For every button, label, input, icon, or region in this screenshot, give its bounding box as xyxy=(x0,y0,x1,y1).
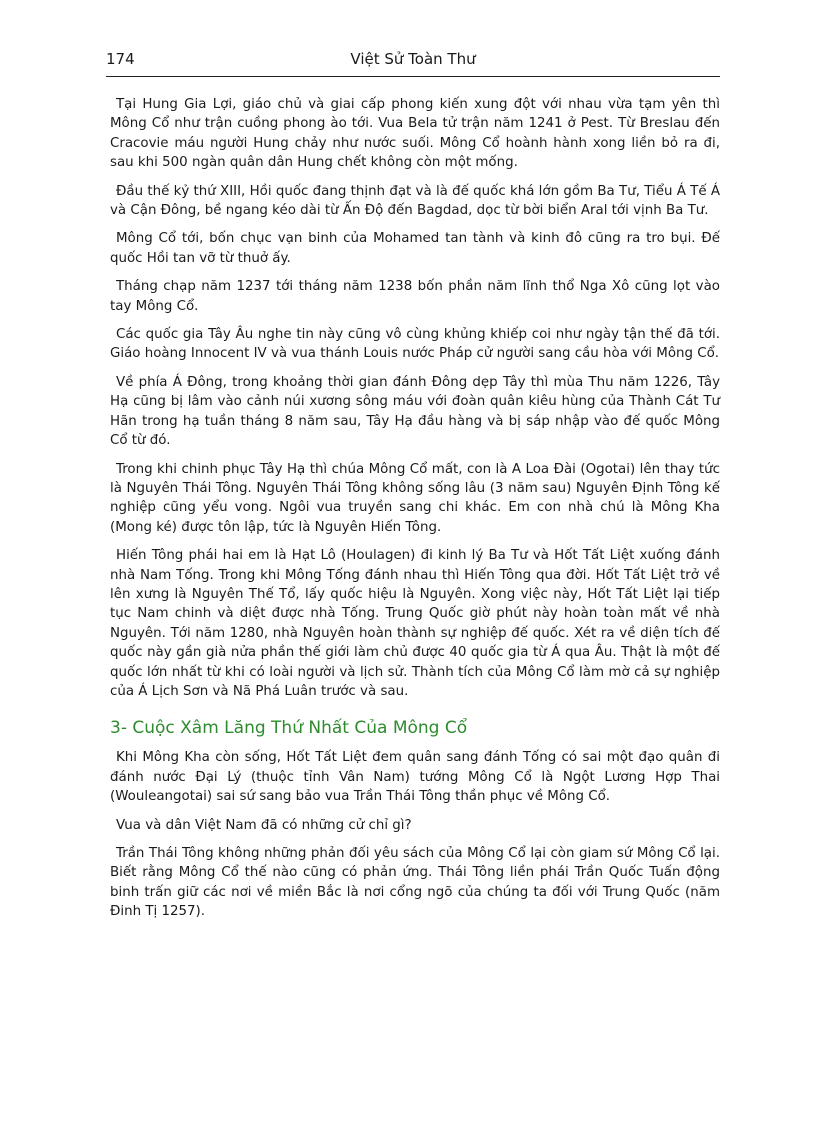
paragraph: Trong khi chinh phục Tây Hạ thì chúa Mông Cổ mất, con là A Loa Đài (Ogotai) lên thay tức là Nguyên Thái Tông. Nguyên Thái Tông không sống lâu (3 năm sau) Nguyên Định Tông kế nghiệp cũng yểu vong. Ngôi vua truyền sang chi khác. Em con nhà chú là Mông Kha (Mong ké) được tôn lập, tức là Nguyên Hiến Tông. xyxy=(110,461,720,535)
paragraph: Khi Mông Kha còn sống, Hốt Tất Liệt đem quân sang đánh Tống có sai một đạo quân đi đánh nước Đại Lý (thuộc tỉnh Vân Nam) tướng Mông Cổ là Ngột Lương Hợp Thai (Wouleangotai) sai sứ sang bảo vua Trần Thái Tông thần phục về Mông Cổ. xyxy=(110,750,720,805)
page-number: 174 xyxy=(106,50,135,68)
paragraph: Tại Hung Gia Lợi, giáo chủ và giai cấp phong kiến xung đột với nhau vừa tạm yên thì Mông Cổ như trận cuồng phong ào tới. Vua Bela tử trận năm 1241 ở Pest. Từ Breslau đến Cracovie máu người Hung chảy như nước suối. Mông Cổ hoành hành xong liền bỏ ra đi, sau khi 500 ngàn quân dân Hung chết không còn một mống. xyxy=(110,97,720,171)
paragraph: Các quốc gia Tây Âu nghe tin này cũng vô cùng khủng khiếp coi như ngày tận thế đã tới. Giáo hoàng Innocent IV và vua thánh Louis nước Pháp cử người sang cầu hòa với Mông Cổ. xyxy=(110,327,720,362)
paragraph: Về phía Á Đông, trong khoảng thời gian đánh Đông dẹp Tây thì mùa Thu năm 1226, Tây Hạ cũng bị lâm vào cảnh núi xương sông máu với đoàn quân kiêu hùng của Thành Cát Tư Hãn trong hạ tuần tháng 8 năm sau, Tây Hạ đầu hàng và bị sáp nhập vào đế quốc Mông Cổ từ đó. xyxy=(110,374,720,449)
running-title: Việt Sử Toàn Thư xyxy=(350,50,476,68)
paragraph: Trần Thái Tông không những phản đối yêu sách của Mông Cổ lại còn giam sứ Mông Cổ lại. Biết rằng Mông Cổ thế nào cũng có phản ứng. Thái Tông liền phái Trần Quốc Tuấn động binh trấn giữ các nơi về miền Bắc là nơi cổng ngõ của chúng ta đối với Trung Quốc (năm Đinh Tị 1257). xyxy=(110,846,720,920)
paragraph: Mông Cổ tới, bốn chục vạn binh của Mohamed tan tành và kinh đô cũng ra tro bụi. Đế quốc Hồi tan vỡ từ thuở ấy. xyxy=(110,231,720,266)
paragraph: Hiến Tông phái hai em là Hạt Lô (Houlagen) đi kinh lý Ba Tư và Hốt Tất Liệt xuống đánh nhà Nam Tống. Trong khi Mông Tống đánh nhau thì Hiến Tông qua đời. Hốt Tất Liệt trở về lên xưng là Nguyên Thế Tổ, lấy quốc hiệu là Nguyên. Xong việc này, Hốt Tất Liệt lại tiếp tục Nam chinh và diệt được nhà Tống. Trung Quốc giờ phút này hoàn toàn mất về nhà Nguyên. Tới năm 1280, nhà Nguyên hoàn thành sự nghiệp đế quốc. Xét ra về diện tích đế quốc này gần già nửa phần thế giới làm chủ được 40 quốc gia từ Á qua Âu. Thật là một đế quốc lớn nhất từ khi có loài người và lịch sử. Thành tích của Mông Cổ làm mờ cả sự nghiệp của Á Lịch Sơn và Nã Phá Luân trước và sau. xyxy=(110,548,720,699)
section-heading: 3- Cuộc Xâm Lăng Thứ Nhất Của Mông Cổ xyxy=(110,718,468,739)
paragraph: Đầu thế kỷ thứ XIII, Hồi quốc đang thịnh đạt và là đế quốc khá lớn gồm Ba Tư, Tiểu Á Tế Á và Cận Đông, bề ngang kéo dài từ Ấn Độ đến Bagdad, dọc từ bời biển Aral tới vịnh Ba Tư. xyxy=(110,183,720,219)
paragraph: Tháng chạp năm 1237 tới tháng năm 1238 bốn phần năm lĩnh thổ Nga Xô cũng lọt vào tay Mông Cổ. xyxy=(110,279,720,314)
paragraph: Vua và dân Việt Nam đã có những cử chỉ gì? xyxy=(116,817,412,833)
body-text xyxy=(110,95,720,931)
page-header xyxy=(106,50,720,77)
